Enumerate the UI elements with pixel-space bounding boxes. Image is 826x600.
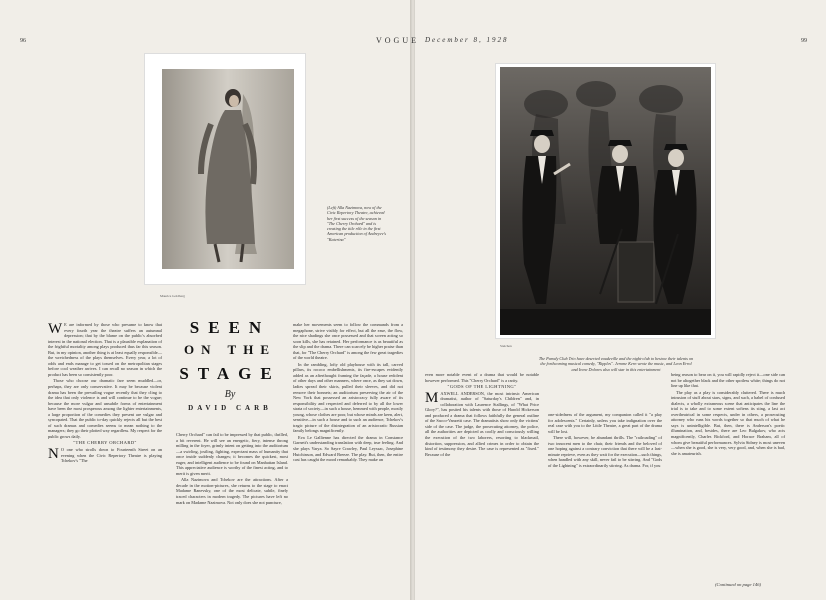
photo-frame xyxy=(496,64,715,338)
paragraph: Those who choose our dramatic fare seem muddled—or, perhaps, they are only conservative. It may be because violent drama has been the prevailing vogue recently that they cling to the idea that only violence is and will continue to be the vogue; because the more vulgar and unsubtle forms of entertainment have been the most prosperous among the lighter entertainments, a large proportion of the comedies they present are vulgar and syncopated. That the public to-day quickly rejects all but the best of such dramas and comedies seems to mean nothing to the managers; they go their plotted way regardless. My respect for the public grows daily. xyxy=(48,378,162,439)
paragraph-text: E are informed by those who presume to know that every fourth year the theatre suffers an autumnal depression; that by the blame on the public's absorbed interest in the national election. That is a plausible explanation of the frightful mortality among plays produced thus far this season. But, in my opinion, another thing is at least equally responsible—the wretchedness of the plays themselves. Every year, a lot of odds and ends manage to get tossed on the metropolitan stages before cool weather arrives. I can recall no season in which the product has been so consistently poor. xyxy=(48,322,162,377)
paragraph xyxy=(48,322,162,377)
paragraph: one-sidedness of the argument, my companion called it "a play for adolescents." Certainly, unless you take indignation over the real case with you to the Little Theatre, a great part of the drama will be lost. xyxy=(548,412,662,434)
drop-cap: M xyxy=(425,389,439,406)
title-line-2: ON THE xyxy=(184,342,276,357)
paragraph: Eva Le Gallienne has directed the drama in Constance Garnett's understanding translation with deep, true feeling. And she plays Varya. So Sayre Crawley, Paul Leyssac, Josephine Hutchinson, and Edward Breeze. The play. But, then, the entire cast has caught the mood remarkably. They make an xyxy=(293,434,403,463)
paragraph xyxy=(48,447,162,464)
drop-cap: N xyxy=(48,446,59,463)
continued-note: (Continued on page 146) xyxy=(715,582,762,587)
page-number: 96 xyxy=(20,38,26,44)
title-line-3: STAGE xyxy=(179,364,281,383)
text-column-1 xyxy=(425,372,539,592)
text-column-3 xyxy=(671,372,785,582)
left-page xyxy=(0,0,411,600)
paragraph: The play as a play is considerably cluttered. There is much intrusion of stuff about stars, signs, and such, a babel of confused dialects, a wholly extraneous scene that anticipates the line the trial is to take and to some extent softens its sting, a last act overtheatrical in some respects, under in others, a prosecuting attorney who runs his words together so that much of what he says is unintelligible. But, then, there is Anderson's poetic illumination, and, besides, there are Leo Bulgakov, who acts magnificently, Charles Bickford, and Horace Braham, all of whom give beautiful performances. Sylvia Sidney is most uneven—when she is good, she is very, very good, and, when she is bad, she is amateurish. xyxy=(671,389,785,456)
paragraph: being reason to bear on it, you will rapidly reject it—one side can not be altogether black and the other spotless white; things do not line up like that. xyxy=(671,372,785,389)
text-column-1 xyxy=(48,322,162,592)
paragraph: Alla Nazimova and Tchekov are the attractions. After a decade in the motion-pictures, she returns to the stage to enact Madame Ranevsky, one of the most delicate, subtle, finely traced characters in modern tragedy. The pictures have left no mark on Madame Nazimova. Not only does she not puncture, xyxy=(176,477,288,505)
byline-by: By xyxy=(224,389,236,400)
photo-caption: The Parody Club Trio have deserted vaudeville and the night-club to bestow their talents on the forthcoming musical comedy, "Ripples". Jerome Kern wrote the music, and Leon Errol and Irene Dolores also will star in this entertainment xyxy=(538,356,694,372)
trio-photo xyxy=(496,64,715,338)
photo-caption: (Left) Alla Nazimova, now of the Civic Repertory Theatre, achieved her first success of the season in "The Cherry Orchard" and is creating the title rôle in the first American production of Andreyev's "Katerina" xyxy=(327,205,387,242)
magazine-name: VOGUE xyxy=(376,36,419,45)
text-column-2 xyxy=(176,432,288,592)
right-page xyxy=(376,0,826,600)
paragraph: There will, however, be abundant thrills. The "railroading" of two innocent men to the chair, their friends and the beloved of one hoping against a contrary conviction that there will be a last-minute reprieve, even as they wait for the execution—such things, when handled with any skill, never fail to be stirring. And "Gods of the Lightning" is extraordinarily stirring. As drama. For, if you xyxy=(548,435,662,468)
paragraph xyxy=(425,391,539,458)
text-column-2 xyxy=(548,412,662,592)
title-line-1: SEEN xyxy=(189,318,271,337)
paragraph-text: O one who strolls down to Fourteenth Street on an evening when the Civic Repertory Theatre is playing Tchekov's "The xyxy=(60,447,162,464)
paragraph: In the rambling, lofty old playhouse with its tall, carved pillars, its rococo embellishments, its fire-escapes evidently added as an afterthought framing the façade, a house redolent of other days and other manners, where once, as they sat down, ladies spread their skirts, pulled their sleeves, and did not remove their bonnets; an auditorium preserving the air of the New York that possessed an aristocracy fully aware of its responsibility and respected and deferred to by all the lower strata of society—in such a house, hemmed with people, mostly young, whose clothes are poor, but whose minds are keen, alert, sensitive—in such a house and to such an audience, Tchekov's tragic picture of the disintegration of an aristocratic Russian family belongs magnificently. xyxy=(293,361,403,434)
byline-name: DAVID CARB xyxy=(188,404,272,412)
paragraph: make her movements seem to follow the commands from a megaphone, strive visibly for effect, but all the ease, the flow, the nice shadings she once possessed and that screen acting so soon kills, she has retained. Her performance is as beautiful as the slip and the drama. There can scarcely be higher praise than that, for "The Cherry Orchard" is among the few great tragedies of the world theatre. xyxy=(293,322,403,361)
drop-cap: W xyxy=(48,321,63,337)
section-subhead: "GODS OF THE LIGHTNING" xyxy=(447,384,517,390)
section-subhead: "THE CHERRY ORCHARD" xyxy=(73,440,137,446)
page-number: 99 xyxy=(801,38,807,44)
photo-credit: Steichen xyxy=(500,344,512,348)
text-column-3 xyxy=(293,322,403,592)
nazimova-photo xyxy=(145,54,305,284)
issue-date: December 8, 1928 xyxy=(425,36,509,44)
paragraph: Cherry Orchard" can fail to be impressed by that public, thrilled, a bit reverent. He will see an energetic, fiery, intense throng milling in the foyer, grimly intent on getting into the auditorium—a swirling, jostling, fighting, expectant mass of humanity that once inside suddenly changes; it becomes the quickest, most eager, and intelligent audience to be found on Manhattan Island. This appreciative audience is worthy of the finest acting, and to merit is given merit. xyxy=(176,432,288,476)
paragraph-text: AXWELL ANDERSON, the most intrinsic American dramatist, author of "Saturday's Children" and, in collaboration with Laurence Stallings, of "What Price Glory?", has posited his talents with those of Harold Hickerson and produced a drama that follows faithfully the general outline of the Sacco-Vanzetti case. The dramatists show only the victims' side of the case. The judge, the prosecuting attorney, the police, all the authorities are depicted as coolly and consciously willing the execution of the two laborers, resorting to blackmail, distortion, suppression, and allied crimes in order to obtain the kind of testimony they desire. The case is represented as "fixed." Because of the xyxy=(425,390,539,457)
paragraph: even more notable event of a drama that would be notable however performed. This "Cherry Orchard" is a rarity. xyxy=(425,372,539,383)
photo-frame xyxy=(145,54,305,284)
photo-credit: Maurice Goldberg xyxy=(160,294,185,298)
